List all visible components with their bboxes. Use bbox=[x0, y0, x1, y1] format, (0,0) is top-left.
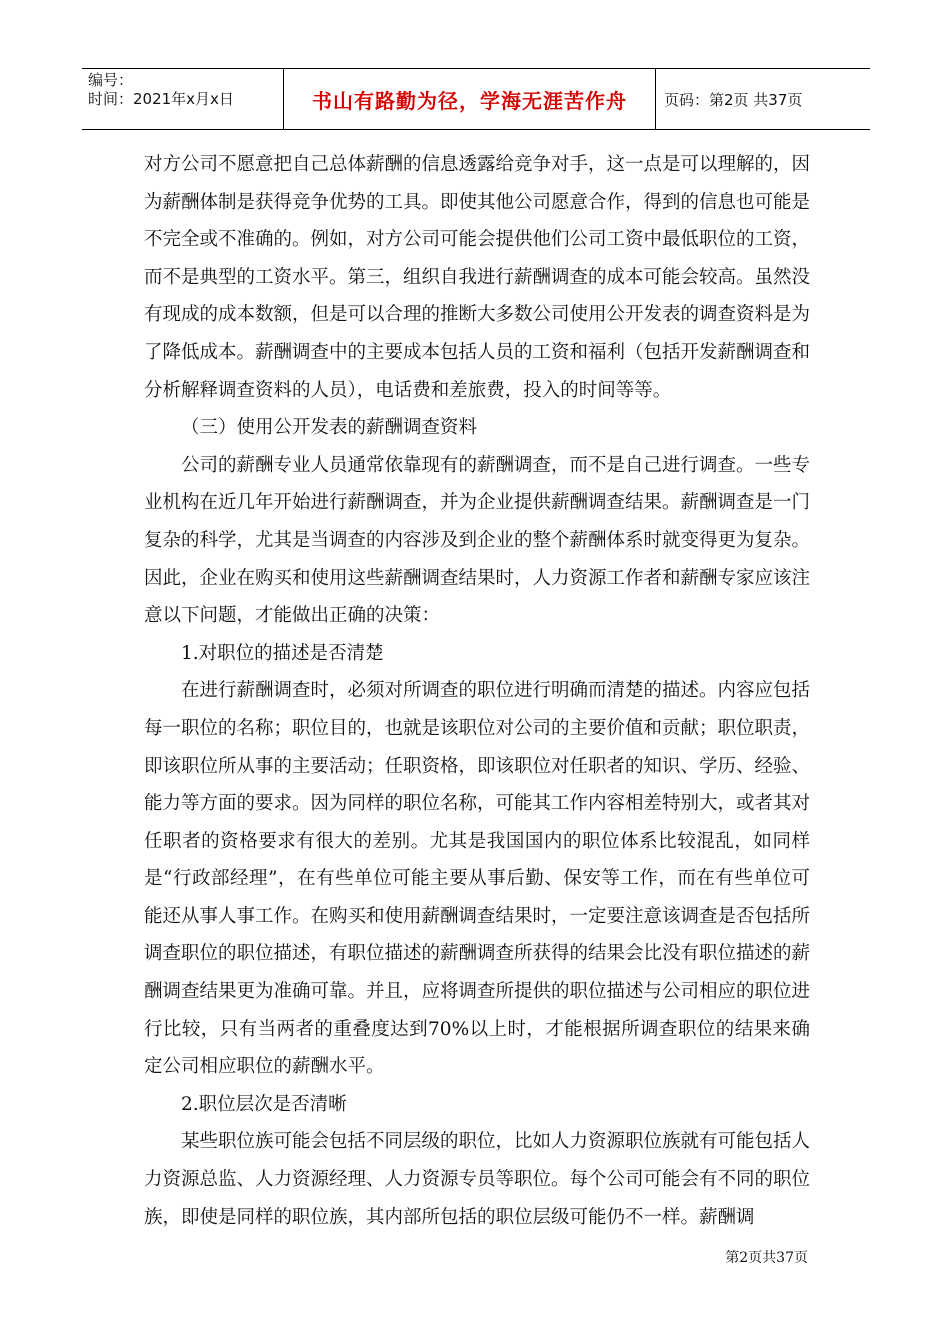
paragraph: 某些职位族可能会包括不同层级的职位，比如人力资源职位族就有可能包括人力资源总监、人力资源经理、人力资源专员等职位。每个公司可能会有不同的职位族，即使是同样的职位族，其内部所包括的职位层级可能仍不一样。薪酬调 bbox=[144, 1131, 811, 1228]
document-number-label: 编号： bbox=[88, 71, 134, 89]
paragraph: 在进行薪酬调查时，必须对所调查的职位进行明确而清楚的描述。内容应包括每一职位的名称；职位目的，也就是该职位对公司的主要价值和贡献；职位职责，即该职位所从事的主要活动；任职资格，即该职位对任职者的知识、学历、经验、能力等方面的要求。因为同样的职位名称，可能其工作内容相差特别大，或者其对任职者的资格要求有很大的差别。尤其是我国国内的职位体系比较混乱，如同样是“行政部经理”，在有些单位可能主要从事后勤、保安等工作，而在有些单位可能还从事人事工作。在购买和使用薪酬调查结果时，一定要注意该调查是否包括所调查职位的职位描述，有职位描述的薪酬调查所获得的结果会比没有职位描述的薪酬调查结果更为准确可靠。并且，应将调查所提供的职位描述与公司相应的职位进行比较，只有当两者的重叠度达到70%以上时，才能根据所调查职位的结果来确定公司相应职位的薪酬水平。 bbox=[144, 680, 811, 1078]
section-heading-3: （三）使用公开发表的薪酬调查资料 bbox=[181, 417, 478, 439]
paragraph: 公司的薪酬专业人员通常依靠现有的薪酬调查，而不是自己进行调查。一些专业机构在近几年开始进行薪酬调查，并为企业提供薪酬调查结果。薪酬调查是一门复杂的科学，尤其是当调查的内容涉及到企业的整个薪酬体系时就变得更为复杂。因此，企业在购买和使用这些薪酬调查结果时，人力资源工作者和薪酬专家应该注意以下问题，才能做出正确的决策： bbox=[144, 454, 811, 627]
subheading-1: 1.对职位的描述是否清楚 bbox=[181, 642, 384, 664]
document-time-label: 时间：2021年x月x日 bbox=[88, 90, 234, 108]
header-meta bbox=[82, 69, 284, 129]
paragraph-continued: 对方公司不愿意把自己总体薪酬的信息透露给竞争对手，这一点是可以理解的，因为薪酬体制是获得竞争优势的工具。即使其他公司愿意合作，得到的信息也可能是不完全或不准确的。例如，对方公司可能会提供他们公司工资中最低职位的工资，而不是典型的工资水平。第三，组织自我进行薪酬调查的成本可能会较高。虽然没有现成的成本数额，但是可以合理的推断大多数公司使用公开发表的调查资料是为了降低成本。薪酬调查中的主要成本包括人员的工资和福利（包括开发薪酬调查和分析解释调查资料的人员），电话费和差旅费，投入的时间等等。 bbox=[144, 154, 811, 401]
document-body bbox=[144, 146, 810, 1236]
page-header bbox=[82, 68, 870, 130]
subheading-2: 2.职位层次是否清晰 bbox=[181, 1093, 347, 1115]
page-footer: 第2页共37页 bbox=[725, 1250, 808, 1266]
header-page-info: 页码：第2页 共37页 bbox=[664, 90, 803, 109]
header-motto: 书山有路勤为径，学海无涯苦作舟 bbox=[284, 69, 656, 129]
